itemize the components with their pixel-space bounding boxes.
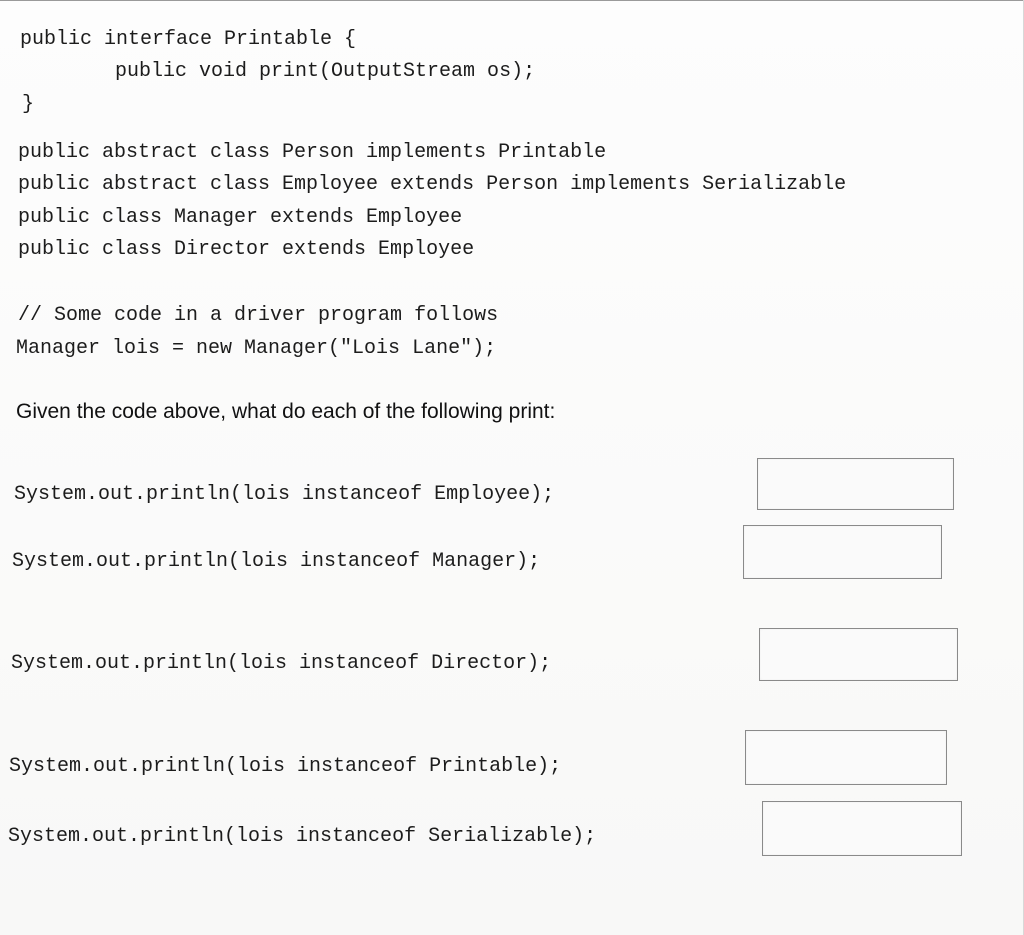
question-printable-code: System.out.println(lois instanceof Printable);: [9, 755, 562, 778]
code-line-driver-comment: // Some code in a driver program follows: [18, 304, 499, 327]
answer-printable-field[interactable]: [745, 730, 947, 785]
code-line-lois-declaration: Manager lois = new Manager("Lois Lane");: [16, 337, 497, 360]
code-line-manager-class: public class Manager extends Employee: [18, 206, 463, 229]
code-line-director-class: public class Director extends Employee: [18, 238, 475, 261]
code-line-employee-class: public abstract class Employee extends Person implements Serializable: [18, 173, 847, 196]
answer-director-field[interactable]: [759, 628, 958, 681]
top-edge-line: [0, 0, 1024, 1]
question-employee-code: System.out.println(lois instanceof Employee);: [14, 483, 555, 506]
question-director-code: System.out.println(lois instanceof Director);: [11, 652, 552, 675]
code-line-interface-close: }: [22, 93, 35, 116]
answer-manager-field[interactable]: [743, 525, 942, 579]
answer-serializable-field[interactable]: [762, 801, 962, 856]
question-manager-code: System.out.println(lois instanceof Manager);: [12, 550, 541, 573]
code-line-person-class: public abstract class Person implements Printable: [18, 141, 607, 164]
answer-employee-field[interactable]: [757, 458, 954, 510]
code-line-interface-method: public void print(OutputStream os);: [115, 60, 536, 83]
code-line-interface-open: public interface Printable {: [20, 28, 357, 51]
question-serializable-code: System.out.println(lois instanceof Serializable);: [8, 825, 597, 848]
question-prompt: Given the code above, what do each of the following print:: [16, 400, 556, 423]
